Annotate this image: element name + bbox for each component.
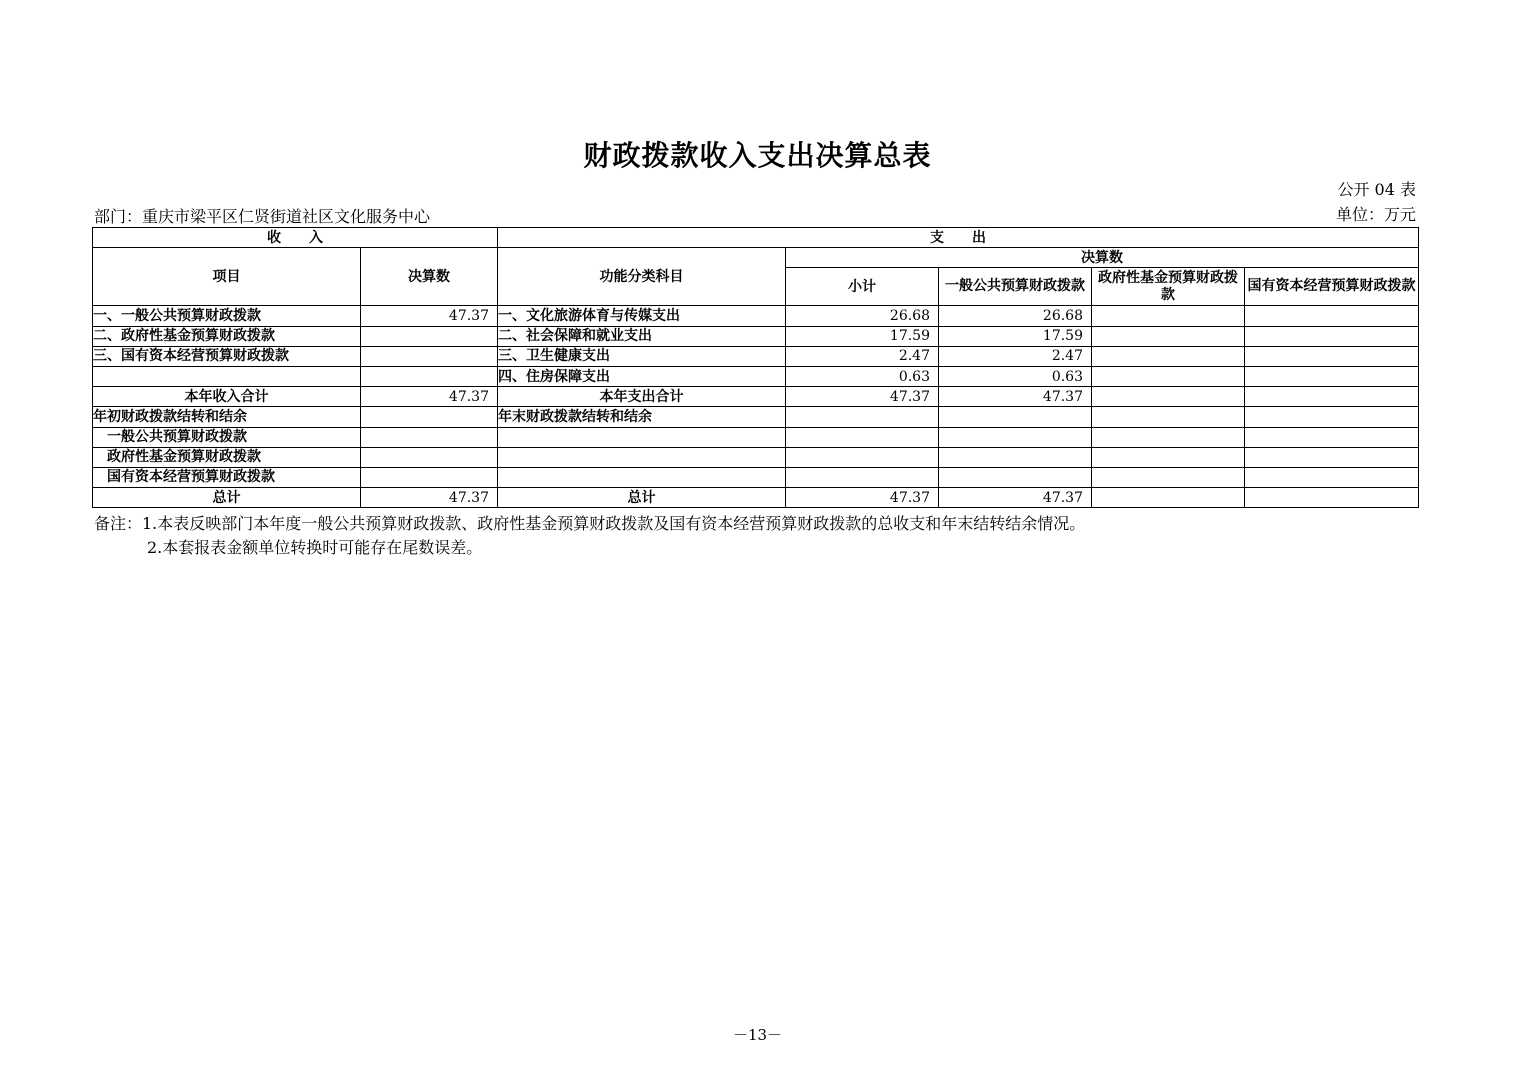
header-final-amount: 决算数 — [786, 248, 1419, 268]
table-row — [93, 447, 1419, 467]
income-item-cell: 一、一般公共预算财政拨款 — [93, 306, 361, 326]
state-capital-cell — [1245, 407, 1419, 427]
state-capital-cell — [1245, 326, 1419, 346]
income-amount-cell: 47.37 — [361, 387, 498, 407]
subtotal-cell: 47.37 — [786, 387, 939, 407]
general-budget-cell: 26.68 — [939, 306, 1092, 326]
gov-fund-cell — [1092, 407, 1245, 427]
table-row — [93, 366, 1419, 386]
subtotal-cell: 2.47 — [786, 346, 939, 366]
income-amount-cell: 47.37 — [361, 306, 498, 326]
header-func-category: 功能分类科目 — [498, 248, 786, 306]
subtotal-cell: 47.37 — [786, 488, 939, 508]
general-budget-cell — [939, 467, 1092, 487]
general-budget-cell — [939, 427, 1092, 447]
income-item-cell: 三、国有资本经营预算财政拨款 — [93, 346, 361, 366]
header-subtotal: 小计 — [786, 268, 939, 306]
header-income: 收 入 — [93, 228, 498, 248]
income-amount-cell: 47.37 — [361, 488, 498, 508]
table-row — [93, 407, 1419, 427]
general-budget-cell: 47.37 — [939, 387, 1092, 407]
gov-fund-cell — [1092, 326, 1245, 346]
expense-item-cell: 三、卫生健康支出 — [498, 346, 786, 366]
income-item-cell: 年初财政拨款结转和结余 — [93, 407, 361, 427]
page-number: －13－ — [732, 1026, 783, 1044]
department-label: 部门：重庆市梁平区仁贤街道社区文化服务中心 — [94, 207, 431, 226]
income-item-cell: 本年收入合计 — [93, 387, 361, 407]
header-general-budget: 一般公共预算财政拨款 — [939, 268, 1092, 306]
table-row — [93, 488, 1419, 508]
expense-item-cell: 本年支出合计 — [498, 387, 786, 407]
header-amount: 决算数 — [361, 248, 498, 306]
table-row — [93, 306, 1419, 326]
note-1: 备注：1.本表反映部门本年度一般公共预算财政拨款、政府性基金预算财政拨款及国有资本经营预算财政拨款的总收支和年末结转结余情况。 — [94, 514, 1086, 533]
general-budget-cell — [939, 447, 1092, 467]
expense-item-cell: 四、住房保障支出 — [498, 366, 786, 386]
note-2: 2.本套报表金额单位转换时可能存在尾数误差。 — [147, 538, 483, 557]
gov-fund-cell — [1092, 488, 1245, 508]
header-row-2 — [93, 248, 1419, 268]
expense-item-cell — [498, 427, 786, 447]
income-amount-cell — [361, 407, 498, 427]
subtotal-cell — [786, 427, 939, 447]
subtotal-cell — [786, 467, 939, 487]
general-budget-cell: 2.47 — [939, 346, 1092, 366]
subtotal-cell — [786, 407, 939, 427]
header-state-capital: 国有资本经营预算财政拨款 — [1245, 268, 1419, 306]
income-amount-cell — [361, 346, 498, 366]
subtotal-cell: 17.59 — [786, 326, 939, 346]
general-budget-cell: 17.59 — [939, 326, 1092, 346]
gov-fund-cell — [1092, 387, 1245, 407]
table-row — [93, 326, 1419, 346]
general-budget-cell: 47.37 — [939, 488, 1092, 508]
expense-item-cell: 一、文化旅游体育与传媒支出 — [498, 306, 786, 326]
state-capital-cell — [1245, 306, 1419, 326]
income-item-cell: 一般公共预算财政拨款 — [93, 427, 361, 447]
table-row — [93, 387, 1419, 407]
state-capital-cell — [1245, 467, 1419, 487]
income-amount-cell — [361, 447, 498, 467]
income-item-cell: 国有资本经营预算财政拨款 — [93, 467, 361, 487]
gov-fund-cell — [1092, 447, 1245, 467]
header-row-1 — [93, 228, 1419, 248]
state-capital-cell — [1245, 366, 1419, 386]
income-amount-cell — [361, 427, 498, 447]
header-gov-fund: 政府性基金预算财政拨款 — [1092, 268, 1245, 306]
income-item-cell: 政府性基金预算财政拨款 — [93, 447, 361, 467]
income-item-cell: 总计 — [93, 488, 361, 508]
table-row — [93, 346, 1419, 366]
gov-fund-cell — [1092, 427, 1245, 447]
gov-fund-cell — [1092, 306, 1245, 326]
table-row — [93, 427, 1419, 447]
income-amount-cell — [361, 366, 498, 386]
subtotal-cell — [786, 447, 939, 467]
income-amount-cell — [361, 467, 498, 487]
state-capital-cell — [1245, 346, 1419, 366]
page-title: 财政拨款收入支出决算总表 — [583, 139, 932, 172]
income-amount-cell — [361, 326, 498, 346]
gov-fund-cell — [1092, 467, 1245, 487]
budget-table — [92, 227, 1419, 508]
expense-item-cell: 总计 — [498, 488, 786, 508]
state-capital-cell — [1245, 387, 1419, 407]
state-capital-cell — [1245, 488, 1419, 508]
subtotal-cell: 26.68 — [786, 306, 939, 326]
state-capital-cell — [1245, 427, 1419, 447]
table-row — [93, 467, 1419, 487]
gov-fund-cell — [1092, 346, 1245, 366]
general-budget-cell: 0.63 — [939, 366, 1092, 386]
income-item-cell — [93, 366, 361, 386]
state-capital-cell — [1245, 447, 1419, 467]
expense-item-cell — [498, 447, 786, 467]
gov-fund-cell — [1092, 366, 1245, 386]
general-budget-cell — [939, 407, 1092, 427]
header-expense: 支 出 — [498, 228, 1419, 248]
subtotal-cell: 0.63 — [786, 366, 939, 386]
expense-item-cell — [498, 467, 786, 487]
expense-item-cell: 年末财政拨款结转和结余 — [498, 407, 786, 427]
header-item: 项目 — [93, 248, 361, 306]
form-number: 公开 04 表 — [1337, 180, 1416, 199]
unit-label: 单位：万元 — [1335, 205, 1416, 224]
expense-item-cell: 二、社会保障和就业支出 — [498, 326, 786, 346]
income-item-cell: 二、政府性基金预算财政拨款 — [93, 326, 361, 346]
